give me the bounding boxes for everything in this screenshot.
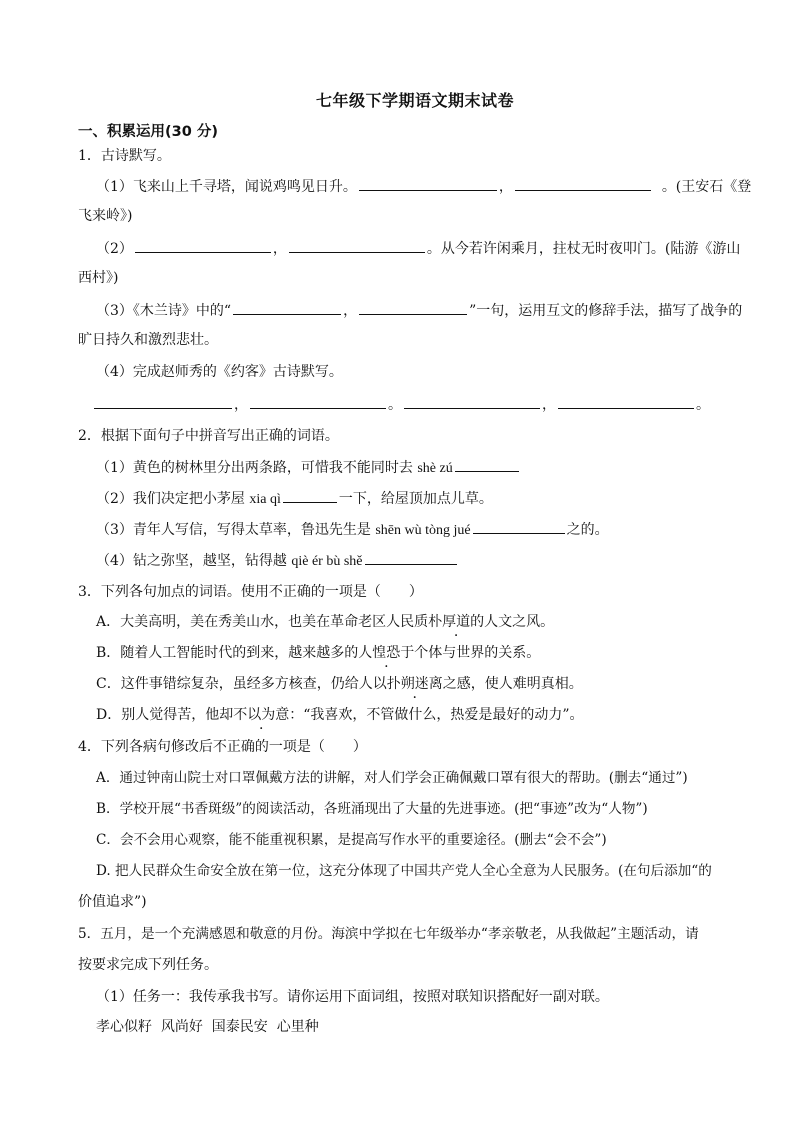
q4-option-a[interactable]: A．通过钟南山院士对口罩佩戴方法的讲解，对人们学会正确佩戴口罩有很大的帮助。(删去“通过”) bbox=[96, 770, 688, 786]
q1-part2: （2） ， 。从今若许闲乘月，拄杖无时夜叩门。(陆游《游山 bbox=[96, 238, 748, 258]
q1-part1-cont: 飞来岭》) bbox=[78, 208, 133, 224]
answer-blank[interactable] bbox=[359, 300, 467, 315]
q2-item3: （3）青年人写信，写得太草率，鲁迅先生是 shēn wù tòng jué 之的。 bbox=[96, 519, 748, 539]
q3-option-b[interactable]: B．随着人工智能时代的到来，越来越多的人惶恐于个体与世界的关系。 bbox=[96, 645, 541, 661]
answer-blank[interactable] bbox=[515, 176, 651, 191]
dotted-word: 不以为意 bbox=[233, 707, 290, 723]
dotted-word: 扑朔迷离 bbox=[386, 676, 443, 692]
q1-part4: （4）完成赵师秀的《约客》古诗默写。 bbox=[96, 364, 343, 380]
exam-title: 七年级下学期语文期末试卷 bbox=[315, 91, 514, 110]
q3-option-d[interactable]: D．别人觉得苦，他却不以为意：“我喜欢，不管做什么，热爱是最好的动力”。 bbox=[96, 707, 584, 723]
q2-item1: （1）黄色的树林里分出两条路，可惜我不能同时去 shè zú bbox=[96, 457, 748, 477]
answer-blank[interactable] bbox=[289, 238, 425, 253]
answer-blank[interactable] bbox=[473, 519, 565, 534]
q4-heading: 4．下列各病句修改后不正确的一项是（ ） bbox=[78, 739, 367, 755]
q5-heading-cont: 按要求完成下列任务。 bbox=[78, 957, 218, 973]
q1-part1: （1）飞来山上千寻塔，闻说鸡鸣见日升。 ， 。(王安石《登 bbox=[96, 176, 748, 196]
q4-option-b[interactable]: B．学校开展“书香斑级”的阅读活动，各班涌现出了大量的先进事迹。(把“事迹”改为“人物”) bbox=[96, 801, 648, 817]
q3-option-a[interactable]: A．大美高明，美在秀美山水，也美在革命老区人民质朴厚道的人文之风。 bbox=[96, 614, 555, 630]
answer-blank[interactable] bbox=[404, 394, 540, 409]
q2-item2: （2）我们决定把小茅屋 xia qì 一下，给屋顶加点儿草。 bbox=[96, 488, 748, 508]
q3-heading: 3．下列各句加点的词语。使用不正确的一项是（ ） bbox=[78, 584, 423, 600]
q5-task1: （1）任务一：我传承我书写。请你运用下面词组，按照对联知识搭配好一副对联。 bbox=[96, 989, 609, 1005]
q4-option-c[interactable]: C．会不会用心观察，能不能重视积累，是提高写作水平的重要途径。(删去“会不会”) bbox=[96, 832, 607, 848]
q1-heading: 1．古诗默写。 bbox=[78, 148, 171, 164]
answer-blank[interactable] bbox=[283, 488, 337, 503]
answer-blank[interactable] bbox=[558, 394, 694, 409]
q4-option-d-cont: 价值追求”) bbox=[78, 894, 147, 910]
q5-heading: 5．五月，是一个充满感恩和敬意的月份。海滨中学拟在七年级举办“孝亲敬老，从我做起”主题活动，请 bbox=[78, 926, 699, 942]
q2-item4: （4）钻之弥坚，越坚，钻得越 qiè ér bù shě bbox=[96, 550, 748, 570]
q1-part2-cont: 西村》) bbox=[78, 270, 119, 286]
q1-part3: （3）《木兰诗》中的“ ， ”一句，运用互文的修辞手法，描写了战争的 bbox=[96, 300, 748, 320]
q1-part3-cont: 旷日持久和激烈悲壮。 bbox=[78, 332, 218, 348]
section-heading: 一、积累运用(30 分) bbox=[78, 124, 218, 140]
q1-part4-blanks: ， 。 ， 。 bbox=[78, 394, 748, 414]
answer-blank[interactable] bbox=[94, 394, 232, 409]
answer-blank[interactable] bbox=[135, 238, 271, 253]
answer-blank[interactable] bbox=[359, 176, 497, 191]
q2-heading: 2．根据下面句子中拼音写出正确的词语。 bbox=[78, 428, 339, 444]
answer-blank[interactable] bbox=[233, 300, 341, 315]
dotted-word: 厚道 bbox=[442, 614, 471, 630]
q4-option-d[interactable]: D. 把人民群众生命安全放在第一位，这充分体现了中国共产党人全心全意为人民服务。(在句后添加“的 bbox=[96, 863, 712, 879]
answer-blank[interactable] bbox=[455, 457, 519, 472]
q3-option-c[interactable]: C．这件事错综复杂，虽经多方核查，仍给人以扑朔迷离之感，使人难明真相。 bbox=[96, 676, 583, 692]
q5-word-bank: 孝心似籽 风尚好 国泰民安 心里种 bbox=[96, 1019, 319, 1035]
answer-blank[interactable] bbox=[365, 550, 457, 565]
answer-blank[interactable] bbox=[250, 394, 386, 409]
dotted-word: 惶恐 bbox=[372, 645, 401, 661]
